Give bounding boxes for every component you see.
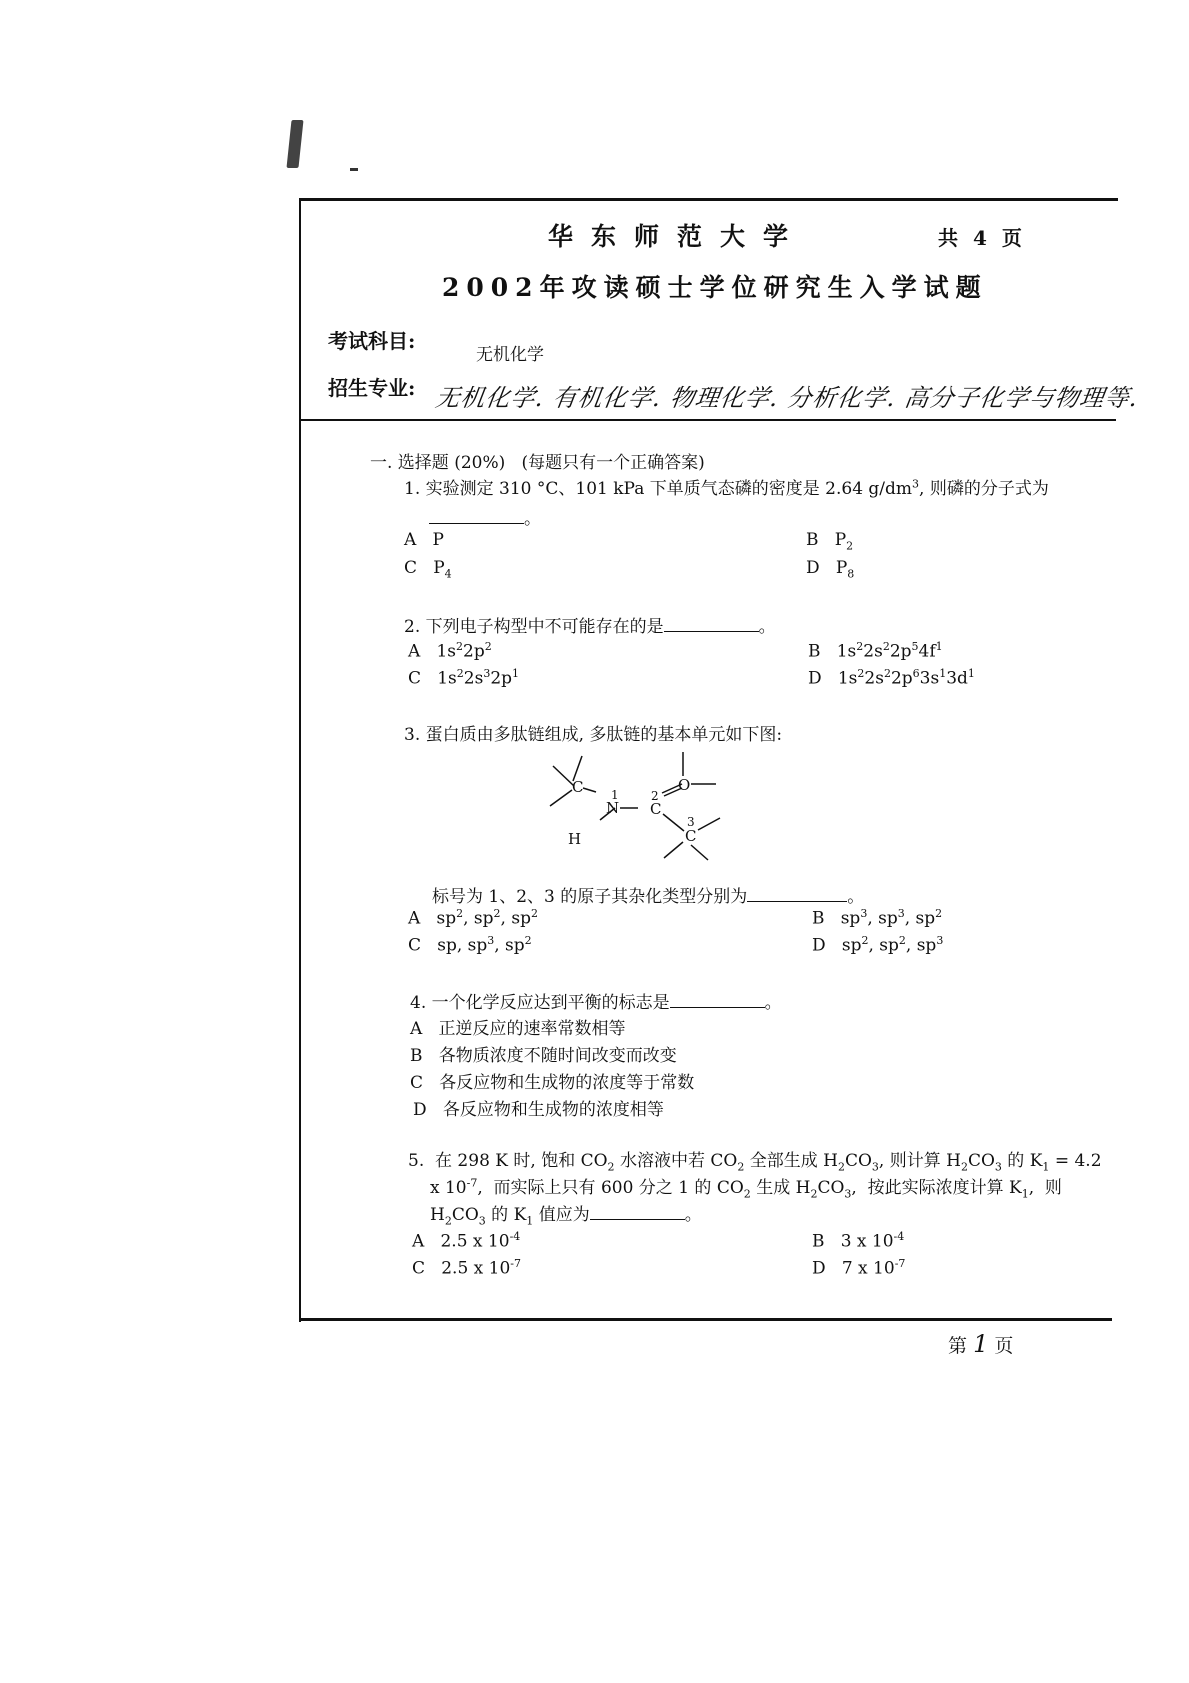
label-1: 1 [611, 788, 619, 802]
section-title: 一. 选择题 (20%) (每题只有一个正确答案) [370, 453, 705, 473]
q5-option-a: A 2.5 x $10^{-4}$ [412, 1230, 521, 1252]
question-5-line-1: 5. 在 298 K 时, 饱和 $CO_2$ 水溶液中若 $CO_2$ 全部生成 $H_2CO_3$, 则计算 $H_2CO_3$ 的 $K_1 = 4.2$ [408, 1151, 1102, 1174]
subject-value: 无机化学 [476, 345, 544, 365]
page-number: 第 1 页 [948, 1330, 1014, 1358]
q3-option-a: A $sp^2$, $sp^2$, $sp^2$ [408, 907, 538, 929]
q1-option-d: D $P_8$ [806, 558, 855, 581]
q3-option-b: B $sp^3$, $sp^3$, $sp^2$ [812, 907, 943, 929]
question-4-stem: 4. 一个化学反应达到平衡的标志是 。 [410, 993, 782, 1013]
total-pages: 共 4 页 [938, 226, 1026, 250]
label-2: 2 [651, 789, 659, 803]
header-divider [300, 419, 1116, 421]
question-3-stem: 3. 蛋白质由多肽链组成, 多肽链的基本单元如下图: [404, 725, 783, 745]
q4-option-b: B 各物质浓度不随时间改变而改变 [410, 1046, 677, 1066]
q1-option-a: A P [404, 530, 444, 550]
scan-smudge [286, 120, 303, 168]
subject-label: 考试科目: [328, 329, 416, 353]
atom-c-mid: C [650, 800, 662, 818]
q2-option-a: A $1s^22p^2$ [408, 640, 492, 662]
question-5-line-2: x $10^{-7}$, 而实际上只有 600 分之 1 的 $CO_2$ 生成 $H_2CO_3$, 按此实际浓度计算 $K_1$, 则 [430, 1176, 1062, 1201]
q5-option-b: B 3 x $10^{-4}$ [812, 1230, 905, 1252]
question-5-line-3: $H_2CO_3$ 的 $K_1$ 值应为 。 [430, 1205, 702, 1228]
q2-option-d: D $1s^22s^22p^63s^13d^1$ [808, 667, 975, 689]
question-3-prompt: 标号为 1、2、3 的原子其杂化类型分别为 。 [432, 887, 865, 907]
bond [663, 814, 684, 831]
q4-option-d: D 各反应物和生成物的浓度相等 [413, 1100, 664, 1120]
atom-c-right: C [685, 827, 697, 845]
exam-title: 2002年攻读硕士学位研究生入学试题 [442, 273, 988, 302]
atom-h: H [568, 830, 582, 848]
q2-option-b: B $1s^22s^22p^54f^1$ [808, 640, 943, 662]
bond [583, 788, 596, 792]
atom-c-left: C [572, 778, 584, 796]
scan-mark [350, 168, 358, 171]
q2-option-c: C $1s^22s^32p^1$ [408, 667, 520, 689]
q5-option-d: D 7 x $10^{-7}$ [812, 1257, 906, 1279]
peptide-unit-diagram [540, 748, 740, 868]
frame-top-rule [300, 198, 1118, 201]
majors-handwritten: 无机化学. 有机化学. 物理化学. 分析化学. 高分子化学与物理等. [433, 384, 1141, 412]
atom-n: N [606, 799, 620, 817]
question-1-blank: 。 [429, 504, 541, 529]
frame-left-rule [299, 198, 301, 1322]
q3-option-c: C sp, $sp^3$, $sp^2$ [408, 934, 532, 956]
q1-option-b: B $P_2$ [806, 530, 854, 553]
majors-label: 招生专业: [328, 376, 416, 400]
q3-option-d: D $sp^2$, $sp^2$, $sp^3$ [812, 934, 944, 956]
bond [664, 842, 683, 858]
bond [550, 790, 572, 806]
label-3: 3 [687, 815, 695, 829]
q4-option-c: C 各反应物和生成物的浓度等于常数 [410, 1073, 695, 1093]
bond [698, 818, 720, 830]
q5-option-c: C 2.5 x $10^{-7}$ [412, 1257, 521, 1279]
bond [691, 845, 708, 860]
atom-o: O [678, 776, 691, 794]
frame-bottom-rule [300, 1318, 1112, 1321]
q4-option-a: A 正逆反应的速率常数相等 [410, 1019, 626, 1039]
bond [553, 766, 574, 786]
question-1-stem: 1. 实验测定 310 °C、101 kPa 下单质气态磷的密度是 2.64 $g/dm^3$, 则磷的分子式为 [404, 477, 1049, 499]
question-2-stem: 2. 下列电子构型中不可能存在的是 。 [404, 617, 776, 637]
q1-option-c: C $P_4$ [404, 558, 452, 581]
university-name: 华东师范大学 [548, 222, 807, 251]
